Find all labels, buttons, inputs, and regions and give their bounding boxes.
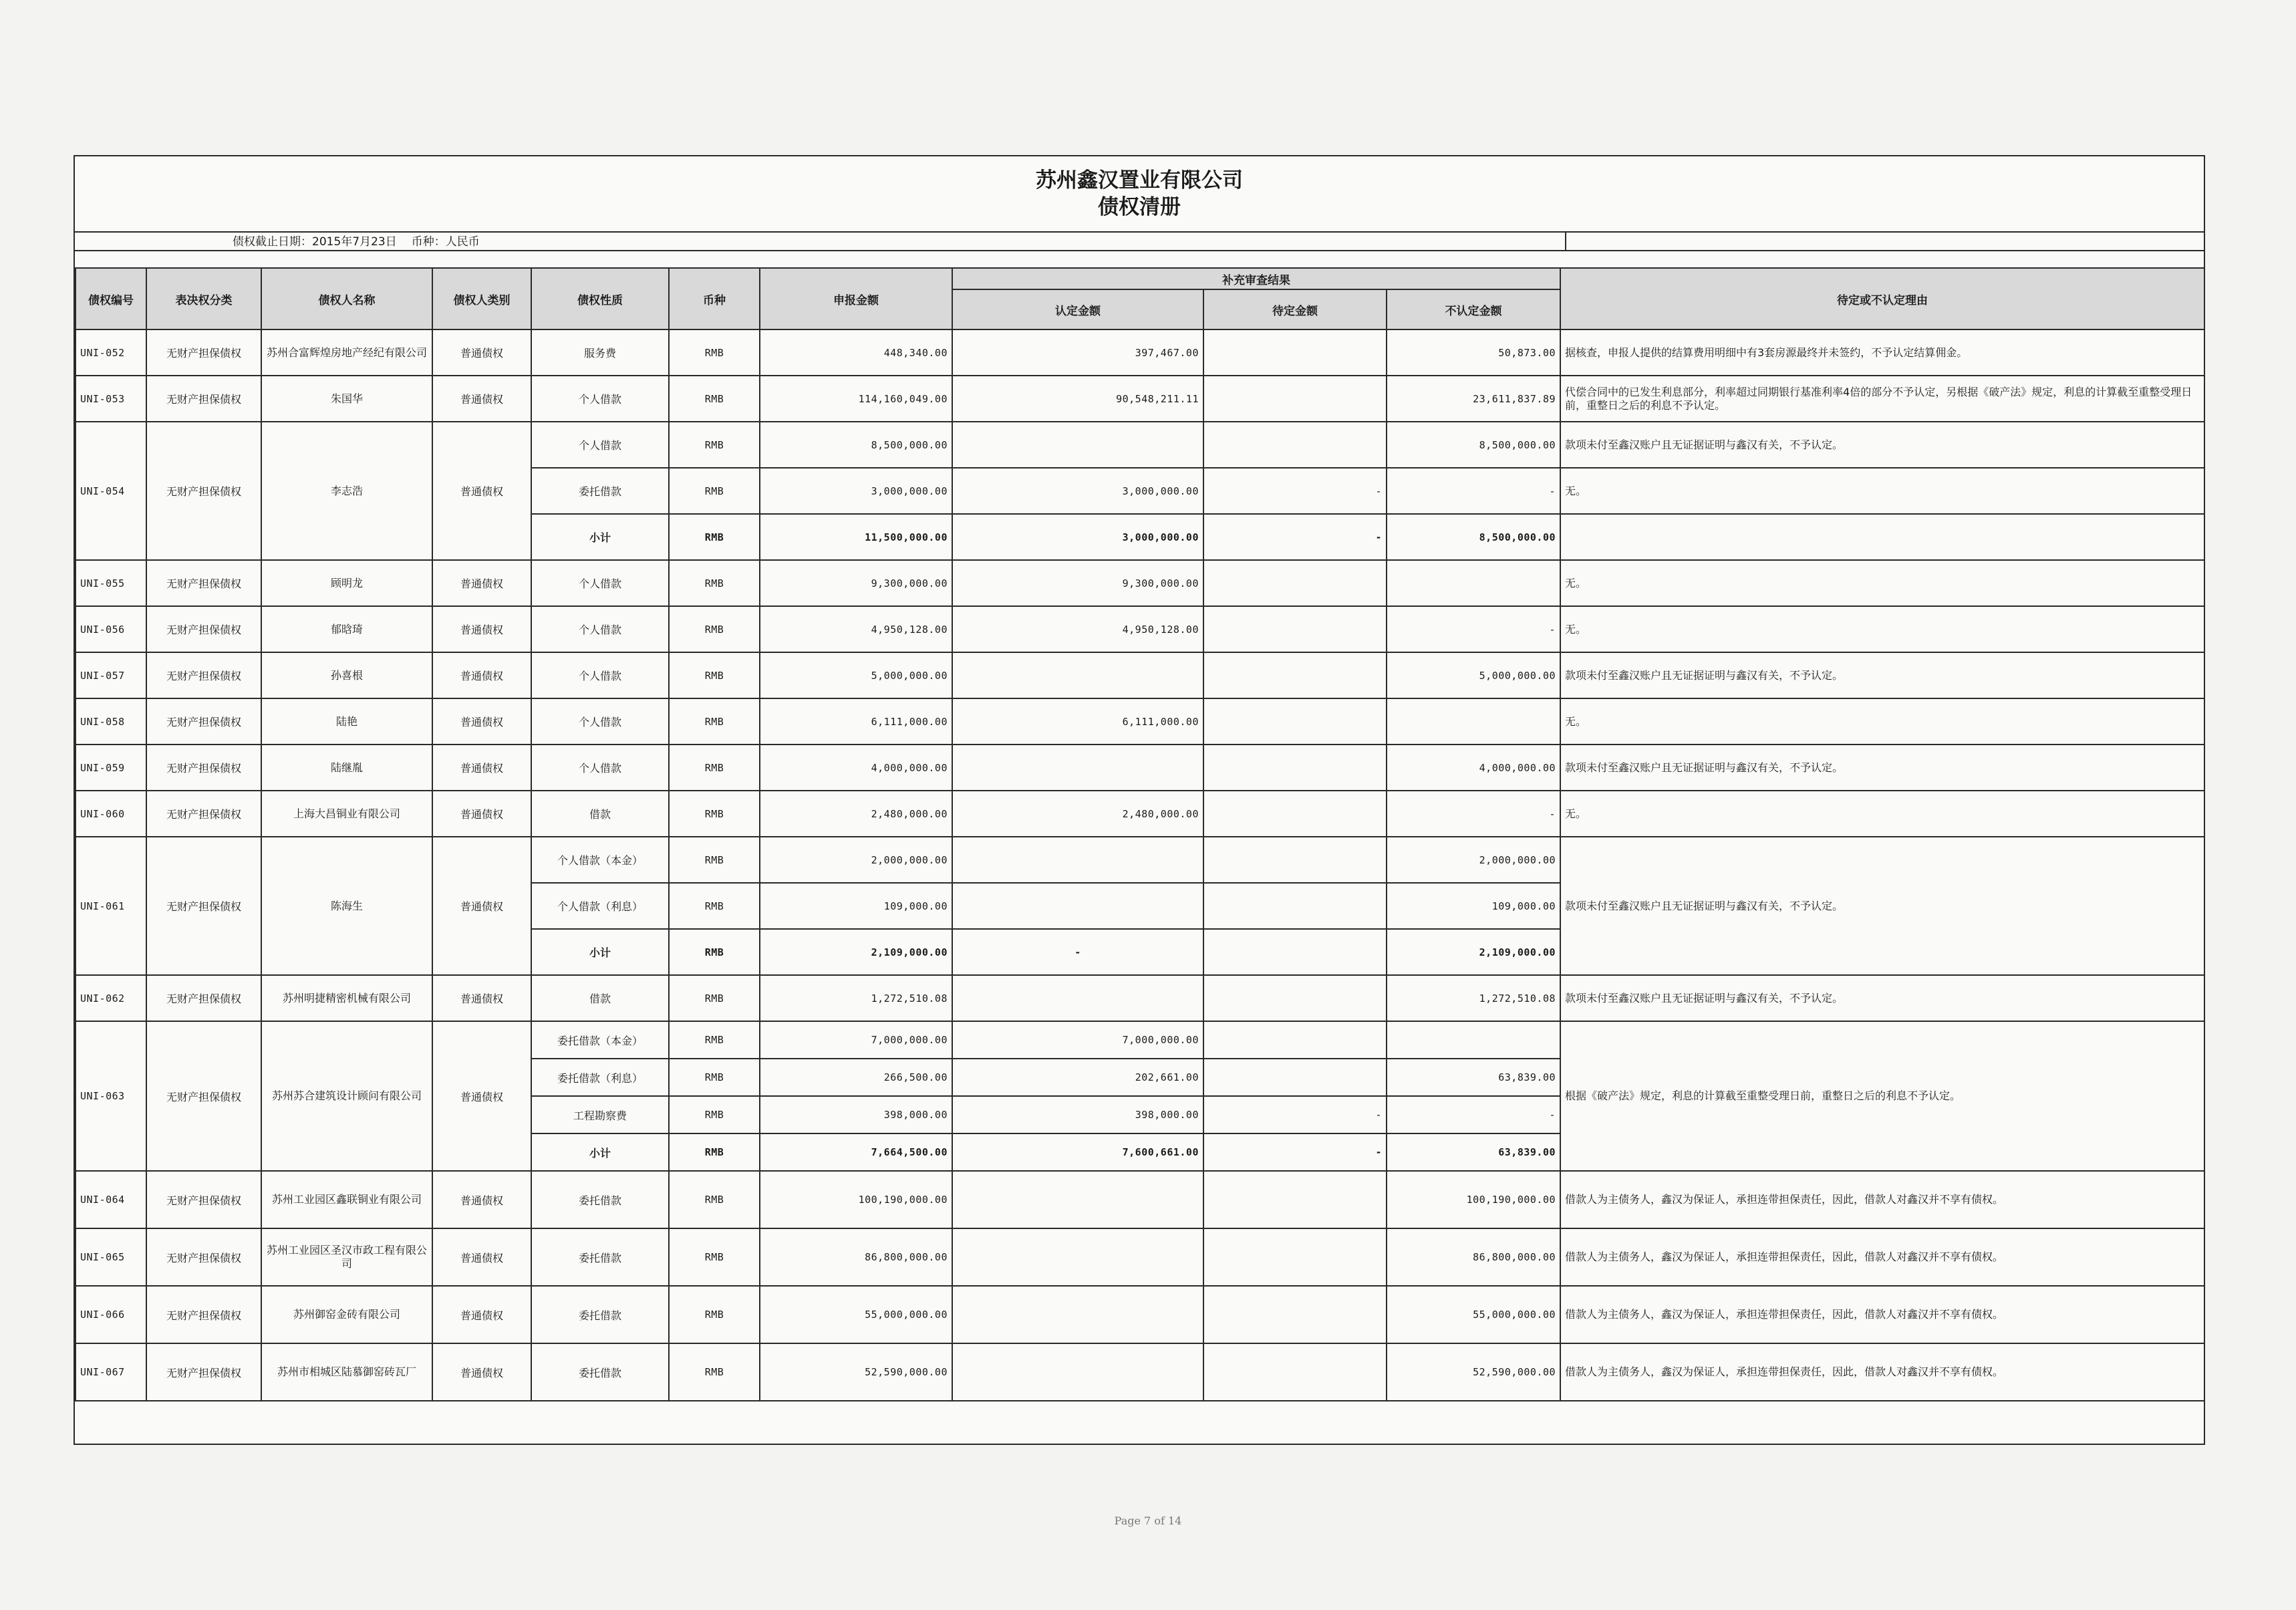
declared-amount: 7,000,000.00 <box>760 1021 952 1059</box>
page-footer: Page 7 of 14 <box>1114 1514 1182 1527</box>
claim-nature: 借款 <box>531 791 669 837</box>
currency: RMB <box>669 560 760 606</box>
creditor-type: 普通债权 <box>432 1171 531 1228</box>
creditor-name: 郁晗琦 <box>261 606 432 652</box>
claims-sheet <box>74 155 2205 1445</box>
header-confirmed: 认定金额 <box>952 289 1203 329</box>
reason-text: 款项未付至鑫汉账户且无证据证明与鑫汉有关，不予认定。 <box>1560 422 2204 468</box>
reason-text: 据核查，申报人提供的结算费用明细中有3套房源最终并未签约，不予认定结算佣金。 <box>1560 329 2204 376</box>
claim-nature: 委托借款（利息） <box>531 1059 669 1096</box>
header-creditor-type: 债权人类别 <box>432 268 531 329</box>
declared-amount: 4,950,128.00 <box>760 606 952 652</box>
claim-nature: 个人借款 <box>531 606 669 652</box>
creditor-type: 普通债权 <box>432 376 531 422</box>
claim-nature: 借款 <box>531 975 669 1021</box>
declared-amount: 266,500.00 <box>760 1059 952 1096</box>
claim-nature: 个人借款（本金） <box>531 837 669 883</box>
reason-text: 无。 <box>1560 468 2204 514</box>
header-pending: 待定金额 <box>1203 289 1387 329</box>
reason-text <box>1560 514 2204 560</box>
table-row <box>76 560 2204 606</box>
pending-amount: - <box>1203 468 1387 514</box>
currency: RMB <box>669 606 760 652</box>
pending-amount <box>1203 837 1387 883</box>
header-creditor-name: 债权人名称 <box>261 268 432 329</box>
claim-id: UNI-057 <box>76 652 146 698</box>
not-confirmed-amount: 50,873.00 <box>1387 329 1560 376</box>
table-row <box>76 1286 2204 1343</box>
meta-divider <box>1565 233 1566 250</box>
not-confirmed-amount: 23,611,837.89 <box>1387 376 1560 422</box>
claim-nature: 工程勘察费 <box>531 1096 669 1133</box>
currency: RMB <box>669 1021 760 1059</box>
meta-row <box>75 231 2204 251</box>
declared-amount: 2,480,000.00 <box>760 791 952 837</box>
pending-amount <box>1203 1343 1387 1401</box>
confirmed-amount: - <box>952 929 1203 975</box>
claim-id: UNI-062 <box>76 975 146 1021</box>
confirmed-amount: 398,000.00 <box>952 1096 1203 1133</box>
creditor-name: 孙喜根 <box>261 652 432 698</box>
vote-class: 无财产担保债权 <box>146 1343 261 1401</box>
creditor-name: 苏州工业园区圣汉市政工程有限公司 <box>261 1228 432 1286</box>
declared-amount: 3,000,000.00 <box>760 468 952 514</box>
vote-class: 无财产担保债权 <box>146 698 261 745</box>
creditor-name: 苏州明捷精密机械有限公司 <box>261 975 432 1021</box>
not-confirmed-amount: 109,000.00 <box>1387 883 1560 929</box>
declared-amount: 5,000,000.00 <box>760 652 952 698</box>
pending-amount <box>1203 791 1387 837</box>
claim-id: UNI-055 <box>76 560 146 606</box>
claim-id: UNI-054 <box>76 422 146 560</box>
title-block <box>75 156 2204 231</box>
claim-nature: 小计 <box>531 1133 669 1171</box>
header-nature: 债权性质 <box>531 268 669 329</box>
creditor-name: 陈海生 <box>261 837 432 975</box>
confirmed-amount: 202,661.00 <box>952 1059 1203 1096</box>
claim-nature: 委托借款（本金） <box>531 1021 669 1059</box>
pending-amount <box>1203 1286 1387 1343</box>
confirmed-amount: 397,467.00 <box>952 329 1203 376</box>
claim-id: UNI-061 <box>76 837 146 975</box>
declared-amount: 86,800,000.00 <box>760 1228 952 1286</box>
creditor-name: 苏州市相城区陆慕御窑砖瓦厂 <box>261 1343 432 1401</box>
table-row <box>76 606 2204 652</box>
currency: RMB <box>669 837 760 883</box>
currency: RMB <box>669 698 760 745</box>
claim-nature: 委托借款 <box>531 1171 669 1228</box>
not-confirmed-amount: 8,500,000.00 <box>1387 514 1560 560</box>
not-confirmed-amount: 86,800,000.00 <box>1387 1228 1560 1286</box>
sub-row <box>76 422 2204 468</box>
claim-nature: 个人借款 <box>531 376 669 422</box>
pending-amount <box>1203 376 1387 422</box>
pending-amount <box>1203 1021 1387 1059</box>
header-reason: 待定或不认定理由 <box>1560 268 2204 329</box>
confirmed-amount <box>952 975 1203 1021</box>
currency: RMB <box>669 929 760 975</box>
not-confirmed-amount: 2,000,000.00 <box>1387 837 1560 883</box>
currency: RMB <box>669 422 760 468</box>
creditor-name: 李志浩 <box>261 422 432 560</box>
declared-amount: 2,000,000.00 <box>760 837 952 883</box>
vote-class: 无财产担保债权 <box>146 606 261 652</box>
confirmed-amount: 6,111,000.00 <box>952 698 1203 745</box>
confirmed-amount: 3,000,000.00 <box>952 468 1203 514</box>
vote-class: 无财产担保债权 <box>146 837 261 975</box>
not-confirmed-amount <box>1387 1021 1560 1059</box>
table-row <box>76 1343 2204 1401</box>
reason-text: 款项未付至鑫汉账户且无证据证明与鑫汉有关，不予认定。 <box>1560 975 2204 1021</box>
not-confirmed-amount: - <box>1387 606 1560 652</box>
claim-nature: 个人借款 <box>531 745 669 791</box>
claim-nature: 个人借款 <box>531 422 669 468</box>
not-confirmed-amount: - <box>1387 1096 1560 1133</box>
creditor-type: 普通债权 <box>432 975 531 1021</box>
reason-text: 无。 <box>1560 606 2204 652</box>
pending-amount: - <box>1203 1096 1387 1133</box>
claim-id: UNI-059 <box>76 745 146 791</box>
meta-info <box>233 233 480 251</box>
currency: RMB <box>669 1171 760 1228</box>
vote-class: 无财产担保债权 <box>146 1021 261 1171</box>
confirmed-amount: 7,600,661.00 <box>952 1133 1203 1171</box>
table-row <box>76 975 2204 1021</box>
declared-amount: 6,111,000.00 <box>760 698 952 745</box>
creditor-name: 苏州合富辉煌房地产经纪有限公司 <box>261 329 432 376</box>
currency: RMB <box>669 652 760 698</box>
header-vote-class: 表决权分类 <box>146 268 261 329</box>
not-confirmed-amount: - <box>1387 791 1560 837</box>
claims-body <box>76 329 2204 1401</box>
creditor-type: 普通债权 <box>432 698 531 745</box>
not-confirmed-amount: 55,000,000.00 <box>1387 1286 1560 1343</box>
creditor-type: 普通债权 <box>432 422 531 560</box>
table-row <box>76 329 2204 376</box>
pending-amount <box>1203 745 1387 791</box>
currency: RMB <box>669 376 760 422</box>
not-confirmed-amount: - <box>1387 468 1560 514</box>
creditor-name: 苏州工业园区鑫联铜业有限公司 <box>261 1171 432 1228</box>
confirmed-amount: 7,000,000.00 <box>952 1021 1203 1059</box>
currency: RMB <box>669 791 760 837</box>
reason-text: 无。 <box>1560 791 2204 837</box>
pending-amount <box>1203 929 1387 975</box>
confirmed-amount: 9,300,000.00 <box>952 560 1203 606</box>
not-confirmed-amount: 8,500,000.00 <box>1387 422 1560 468</box>
claim-nature: 个人借款 <box>531 560 669 606</box>
company-title: 苏州鑫汉置业有限公司 <box>1036 168 1243 192</box>
confirmed-amount <box>952 1343 1203 1401</box>
declared-amount: 4,000,000.00 <box>760 745 952 791</box>
confirmed-amount: 90,548,211.11 <box>952 376 1203 422</box>
pending-amount <box>1203 975 1387 1021</box>
confirmed-amount: 4,950,128.00 <box>952 606 1203 652</box>
creditor-type: 普通债权 <box>432 1228 531 1286</box>
currency: RMB <box>669 1133 760 1171</box>
creditor-type: 普通债权 <box>432 652 531 698</box>
table-row <box>76 698 2204 745</box>
creditor-type: 普通债权 <box>432 1343 531 1401</box>
creditor-type: 普通债权 <box>432 329 531 376</box>
reason-text: 无。 <box>1560 698 2204 745</box>
creditor-name: 陆艳 <box>261 698 432 745</box>
not-confirmed-amount: 1,272,510.08 <box>1387 975 1560 1021</box>
declared-amount: 398,000.00 <box>760 1096 952 1133</box>
header-not-confirmed: 不认定金额 <box>1387 289 1560 329</box>
header-declared: 申报金额 <box>760 268 952 329</box>
declared-amount: 100,190,000.00 <box>760 1171 952 1228</box>
pending-amount <box>1203 1228 1387 1286</box>
currency: RMB <box>669 1228 760 1286</box>
currency: RMB <box>669 1286 760 1343</box>
claim-id: UNI-060 <box>76 791 146 837</box>
not-confirmed-amount: 63,839.00 <box>1387 1059 1560 1096</box>
sub-row <box>76 1021 2204 1059</box>
pending-amount <box>1203 606 1387 652</box>
pending-amount: - <box>1203 1133 1387 1171</box>
currency: RMB <box>669 468 760 514</box>
vote-class: 无财产担保债权 <box>146 975 261 1021</box>
reason-text: 借款人为主债务人，鑫汉为保证人，承担连带担保责任，因此，借款人对鑫汉并不享有债权。 <box>1560 1228 2204 1286</box>
claim-id: UNI-064 <box>76 1171 146 1228</box>
claim-id: UNI-067 <box>76 1343 146 1401</box>
reason-text: 借款人为主债务人，鑫汉为保证人，承担连带担保责任，因此，借款人对鑫汉并不享有债权。 <box>1560 1171 2204 1228</box>
currency: RMB <box>669 1343 760 1401</box>
reason-text: 代偿合同中的已发生利息部分，利率超过同期银行基准利率4倍的部分不予认定，另根据《破产法》规定，利息的计算截至重整受理日前，重整日之后的利息不予认定。 <box>1560 376 2204 422</box>
declared-amount: 7,664,500.00 <box>760 1133 952 1171</box>
vote-class: 无财产担保债权 <box>146 1228 261 1286</box>
vote-class: 无财产担保债权 <box>146 745 261 791</box>
confirmed-amount <box>952 1171 1203 1228</box>
claim-id: UNI-053 <box>76 376 146 422</box>
claim-nature: 小计 <box>531 929 669 975</box>
table-row <box>76 791 2204 837</box>
claim-nature: 委托借款 <box>531 1286 669 1343</box>
pending-amount <box>1203 698 1387 745</box>
confirmed-amount <box>952 422 1203 468</box>
vote-class: 无财产担保债权 <box>146 1171 261 1228</box>
claim-nature: 委托借款 <box>531 1343 669 1401</box>
pending-amount <box>1203 422 1387 468</box>
creditor-type: 普通债权 <box>432 837 531 975</box>
declared-amount: 1,272,510.08 <box>760 975 952 1021</box>
header-row-top <box>76 268 2204 289</box>
vote-class: 无财产担保债权 <box>146 1286 261 1343</box>
confirmed-amount <box>952 1286 1203 1343</box>
reason-text: 无。 <box>1560 560 2204 606</box>
table-row <box>76 745 2204 791</box>
vote-class: 无财产担保债权 <box>146 652 261 698</box>
creditor-name: 朱国华 <box>261 376 432 422</box>
reason-text: 借款人为主债务人，鑫汉为保证人，承担连带担保责任，因此，借款人对鑫汉并不享有债权。 <box>1560 1343 2204 1401</box>
header-id: 债权编号 <box>76 268 146 329</box>
not-confirmed-amount: 100,190,000.00 <box>1387 1171 1560 1228</box>
declared-amount: 11,500,000.00 <box>760 514 952 560</box>
declared-amount: 114,160,049.00 <box>760 376 952 422</box>
reason-text: 款项未付至鑫汉账户且无证据证明与鑫汉有关，不予认定。 <box>1560 652 2204 698</box>
claim-id: UNI-066 <box>76 1286 146 1343</box>
reason-text: 借款人为主债务人，鑫汉为保证人，承担连带担保责任，因此，借款人对鑫汉并不享有债权。 <box>1560 1286 2204 1343</box>
vote-class: 无财产担保债权 <box>146 376 261 422</box>
pending-amount <box>1203 1059 1387 1096</box>
list-title: 债权清册 <box>1098 195 1181 219</box>
claim-nature: 个人借款（利息） <box>531 883 669 929</box>
pending-amount <box>1203 560 1387 606</box>
header-currency: 币种 <box>669 268 760 329</box>
confirmed-amount <box>952 1228 1203 1286</box>
claim-nature: 委托借款 <box>531 1228 669 1286</box>
sub-row <box>76 837 2204 883</box>
claim-nature: 个人借款 <box>531 698 669 745</box>
confirmed-amount <box>952 652 1203 698</box>
table-row <box>76 1171 2204 1228</box>
creditor-name: 陆继胤 <box>261 745 432 791</box>
currency: RMB <box>669 745 760 791</box>
pending-amount <box>1203 652 1387 698</box>
pending-amount <box>1203 883 1387 929</box>
not-confirmed-amount <box>1387 560 1560 606</box>
creditor-type: 普通债权 <box>432 560 531 606</box>
creditor-name: 苏州御窑金砖有限公司 <box>261 1286 432 1343</box>
creditor-type: 普通债权 <box>432 745 531 791</box>
declared-amount: 2,109,000.00 <box>760 929 952 975</box>
claim-nature: 个人借款 <box>531 652 669 698</box>
reason-text: 根据《破产法》规定，利息的计算截至重整受理日前，重整日之后的利息不予认定。 <box>1560 1021 2204 1171</box>
currency: RMB <box>669 883 760 929</box>
reason-text: 款项未付至鑫汉账户且无证据证明与鑫汉有关，不予认定。 <box>1560 837 2204 975</box>
confirmed-amount <box>952 837 1203 883</box>
claim-nature: 委托借款 <box>531 468 669 514</box>
header-review-group: 补充审查结果 <box>952 268 1560 289</box>
not-confirmed-amount: 5,000,000.00 <box>1387 652 1560 698</box>
claims-table <box>75 267 2205 1401</box>
creditor-name: 上海大昌铜业有限公司 <box>261 791 432 837</box>
confirmed-amount <box>952 745 1203 791</box>
creditor-name: 顾明龙 <box>261 560 432 606</box>
claim-nature: 小计 <box>531 514 669 560</box>
currency: RMB <box>669 329 760 376</box>
declared-amount: 109,000.00 <box>760 883 952 929</box>
creditor-name: 苏州苏合建筑设计顾问有限公司 <box>261 1021 432 1171</box>
pending-amount: - <box>1203 514 1387 560</box>
not-confirmed-amount: 2,109,000.00 <box>1387 929 1560 975</box>
declared-amount: 448,340.00 <box>760 329 952 376</box>
currency: RMB <box>669 975 760 1021</box>
not-confirmed-amount <box>1387 698 1560 745</box>
table-row <box>76 1228 2204 1286</box>
vote-class: 无财产担保债权 <box>146 560 261 606</box>
creditor-type: 普通债权 <box>432 606 531 652</box>
currency: RMB <box>669 1096 760 1133</box>
currency: RMB <box>669 514 760 560</box>
table-row <box>76 652 2204 698</box>
claim-id: UNI-058 <box>76 698 146 745</box>
cutoff-date: 债权截止日期：2015年7月23日 <box>233 235 397 249</box>
claim-nature: 服务费 <box>531 329 669 376</box>
declared-amount: 8,500,000.00 <box>760 422 952 468</box>
creditor-type: 普通债权 <box>432 791 531 837</box>
creditor-type: 普通债权 <box>432 1021 531 1171</box>
not-confirmed-amount: 52,590,000.00 <box>1387 1343 1560 1401</box>
confirmed-amount: 3,000,000.00 <box>952 514 1203 560</box>
pending-amount <box>1203 1171 1387 1228</box>
claim-id: UNI-056 <box>76 606 146 652</box>
pending-amount <box>1203 329 1387 376</box>
claim-id: UNI-063 <box>76 1021 146 1171</box>
confirmed-amount: 2,480,000.00 <box>952 791 1203 837</box>
confirmed-amount <box>952 883 1203 929</box>
claim-id: UNI-065 <box>76 1228 146 1286</box>
not-confirmed-amount: 4,000,000.00 <box>1387 745 1560 791</box>
vote-class: 无财产担保债权 <box>146 329 261 376</box>
currency: RMB <box>669 1059 760 1096</box>
declared-amount: 55,000,000.00 <box>760 1286 952 1343</box>
declared-amount: 9,300,000.00 <box>760 560 952 606</box>
currency-note: 币种：人民币 <box>411 235 480 249</box>
vote-class: 无财产担保债权 <box>146 791 261 837</box>
declared-amount: 52,590,000.00 <box>760 1343 952 1401</box>
creditor-type: 普通债权 <box>432 1286 531 1343</box>
table-row <box>76 376 2204 422</box>
vote-class: 无财产担保债权 <box>146 422 261 560</box>
not-confirmed-amount: 63,839.00 <box>1387 1133 1560 1171</box>
claim-id: UNI-052 <box>76 329 146 376</box>
reason-text: 款项未付至鑫汉账户且无证据证明与鑫汉有关，不予认定。 <box>1560 745 2204 791</box>
